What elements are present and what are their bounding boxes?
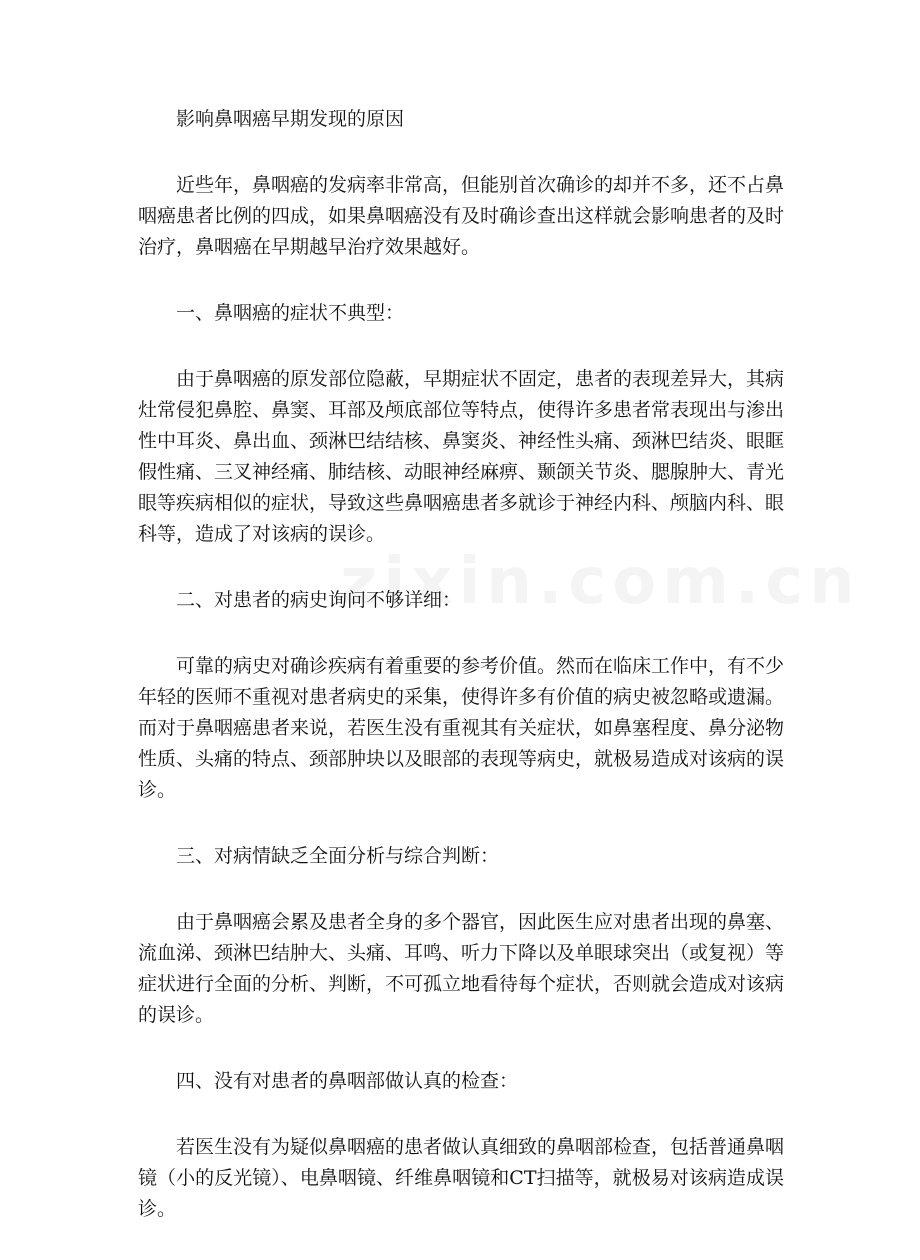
section-heading-4: 四、没有对患者的鼻咽部做认真的检查： (176, 1070, 519, 1092)
document-body (138, 104, 784, 1260)
paragraph-section-4: 若医生没有为疑似鼻咽癌的患者做认真细致的鼻咽部检查，包括普通鼻咽镜（小的反光镜）、电鼻咽镜、纤维鼻咽镜和CT扫描等，就极易对该病造成误诊。 (138, 1136, 785, 1220)
section-heading-3: 三、对病情缺乏全面分析与综合判断： (176, 845, 500, 867)
paragraph-intro: 近些年，鼻咽癌的发病率非常高，但能别首次确诊的却并不多，还不占鼻咽癌患者比例的四成，如果鼻咽癌没有及时确诊查出这样就会影响患者的及时治疗，鼻咽癌在早期越早治疗效果越好。 (138, 174, 785, 258)
section-heading-1: 一、鼻咽癌的症状不典型： (176, 302, 405, 324)
paragraph-section-2: 可靠的病史对确诊疾病有着重要的参考价值。然而在临床工作中，有不少年轻的医师不重视对患者病史的采集，使得许多有价值的病史被忽略或遗漏。而对于鼻咽癌患者来说，若医生没有重视其有关症状，如鼻塞程度、鼻分泌物性质、头痛的特点、颈部肿块以及眼部的表现等病史，就极易造成对该病的误诊。 (138, 655, 785, 801)
document-title: 影响鼻咽癌早期发现的原因 (176, 108, 405, 130)
paragraph-section-1: 由于鼻咽癌的原发部位隐蔽，早期症状不固定，患者的表现差异大，其病灶常侵犯鼻腔、鼻窦、耳部及颅底部位等特点，使得许多患者常表现出与渗出性中耳炎、鼻出血、颈淋巴结结核、鼻窦炎、神经性头痛、颈淋巴结炎、眼眶假性痛、三叉神经痛、肺结核、动眼神经麻痹、颞颌关节炎、腮腺肿大、青光眼等疾病相似的症状，导致这些鼻咽癌患者多就诊于神经内科、颅脑内科、眼科等，造成了对该病的误诊。 (138, 368, 785, 545)
paragraph-section-3: 由于鼻咽癌会累及患者全身的多个器官，因此医生应对患者出现的鼻塞、流血涕、颈淋巴结肿大、头痛、耳鸣、听力下降以及单眼球突出（或复视）等症状进行全面的分析、判断，不可孤立地看待每个症状，否则就会造成对该病的误诊。 (138, 911, 785, 1026)
section-heading-2: 二、对患者的病史询问不够详细： (176, 589, 462, 611)
